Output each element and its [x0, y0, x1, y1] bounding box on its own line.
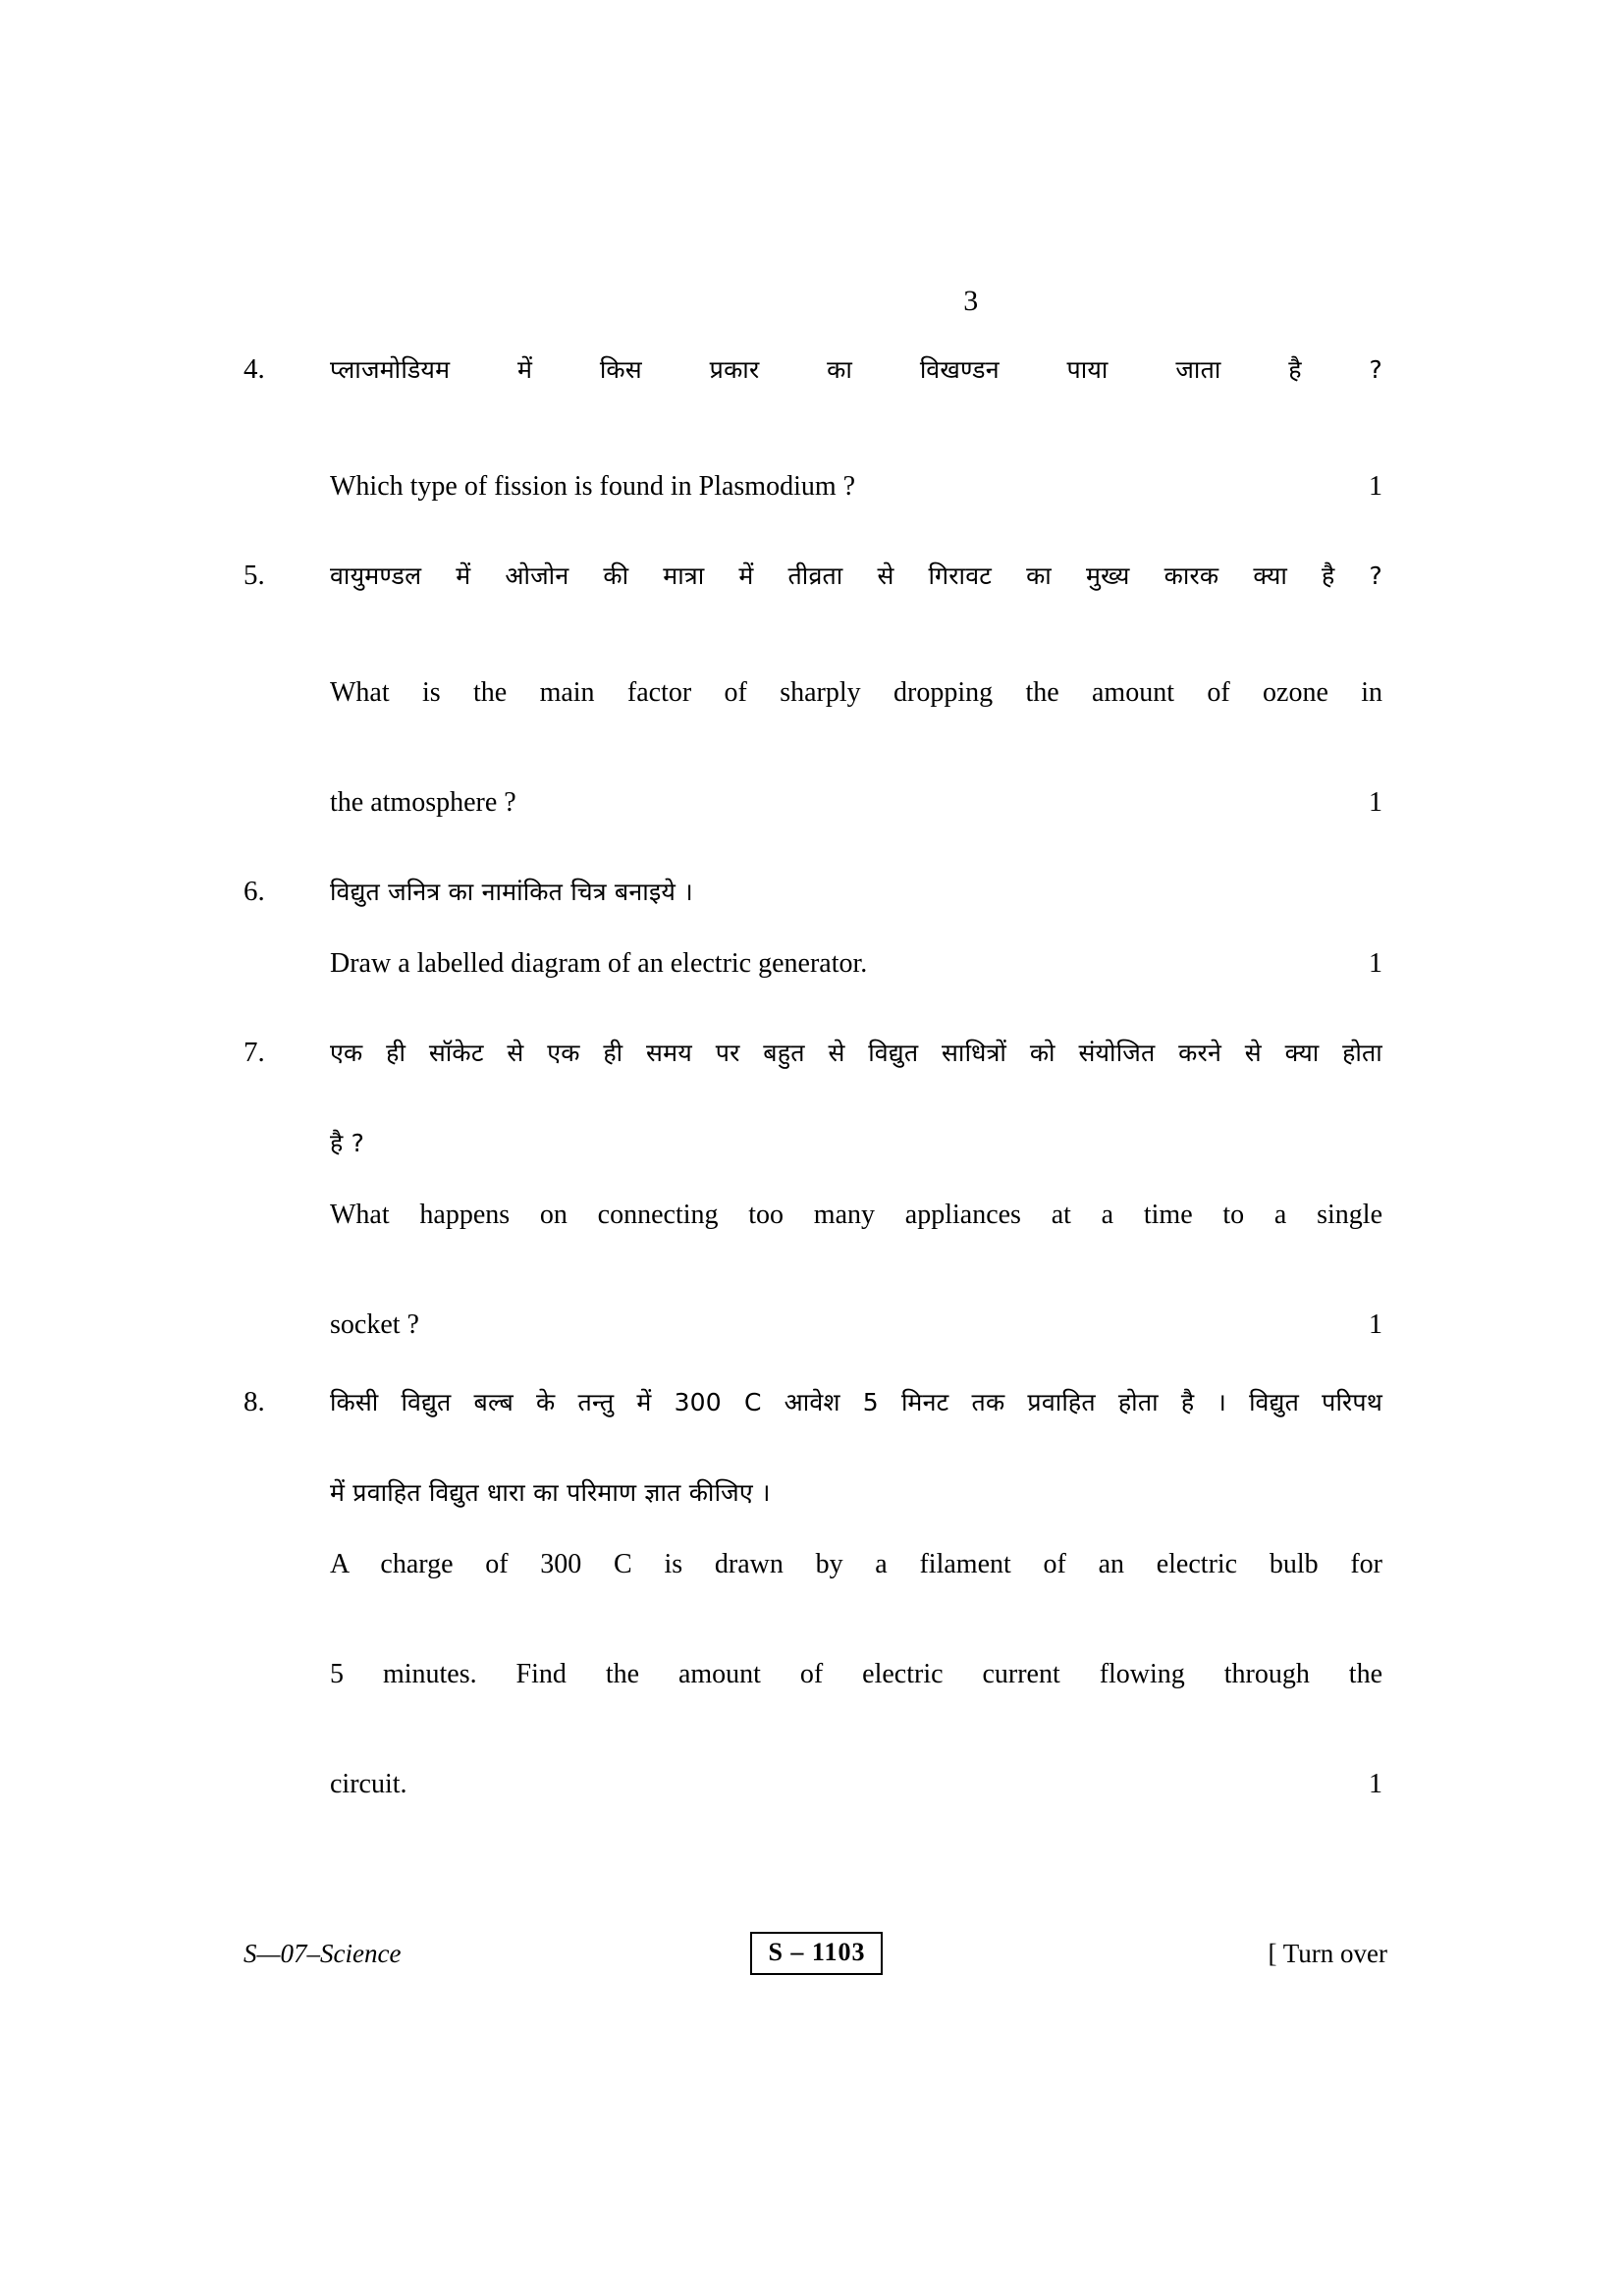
question-6-hindi-text: विद्युत जनित्र का नामांकित चित्र बनाइये । [330, 878, 693, 906]
question-7-hindi-line-2: है ? [330, 1129, 365, 1157]
question-item-4 [243, 347, 1382, 514]
question-7-english-line-2: socket ? [330, 1309, 419, 1340]
footer-subject-code: S—07–Science [243, 1938, 402, 1968]
question-5-english-line-2: the atmosphere ? [330, 787, 516, 818]
page-content [243, 285, 1382, 1812]
page-number: 3 [963, 285, 979, 317]
question-7-english-line-1: What happens on connecting too many appliances at a time to a single [330, 1200, 1382, 1230]
question-5-marks: 1 [1369, 787, 1382, 818]
page-footer [243, 1932, 1387, 1975]
question-8-marks: 1 [1369, 1769, 1382, 1799]
question-8-english-line-2: 5 minutes. Find the amount of electric current flowing through the [330, 1659, 1382, 1689]
question-8-english-line-1: A charge of 300 C is drawn by a filament of an electric bulb for [330, 1549, 1382, 1579]
question-4-english-text: Which type of fission is found in Plasmodium ? [330, 471, 856, 502]
question-5-hindi-text: वायुमण्डल में ओजोन की मात्रा में तीव्रता से गिरावट का मुख्य कारक क्या है ? [330, 561, 1382, 590]
question-4-marks: 1 [1369, 471, 1382, 502]
question-4-hindi-text: प्लाजमोडियम में किस प्रकार का विखण्डन पाया जाता है ? [330, 355, 1382, 384]
footer-paper-code-box: S – 1103 [750, 1932, 883, 1975]
spacer [243, 991, 1382, 1031]
question-8-hindi-line-1: किसी विद्युत बल्ब के तन्तु में 300 C आवेश 5 मिनट तक प्रवाहित होता है । विद्युत परिपथ [330, 1388, 1382, 1416]
question-number-7: 7. [243, 1037, 265, 1068]
question-item-7 [243, 1031, 1382, 1353]
footer-turn-over: [ Turn over [1268, 1938, 1387, 1968]
question-item-8 [243, 1380, 1382, 1812]
question-number-4: 4. [243, 353, 265, 385]
question-number-6: 6. [243, 876, 265, 907]
question-6-english-text: Draw a labelled diagram of an electric generator. [330, 948, 868, 979]
spacer [243, 830, 1382, 870]
question-8-hindi-line-2: में प्रवाहित विद्युत धारा का परिमाण ज्ञात कीजिए । [330, 1478, 771, 1507]
question-item-5 [243, 554, 1382, 830]
question-7-hindi-line-1: एक ही सॉकेट से एक ही समय पर बहुत से विद्युत साधित्रों को संयोजित करने से क्या होता [330, 1039, 1382, 1067]
question-7-marks: 1 [1369, 1309, 1382, 1340]
question-6-marks: 1 [1369, 948, 1382, 979]
question-number-8: 8. [243, 1386, 265, 1417]
spacer [243, 1353, 1382, 1380]
spacer [243, 514, 1382, 554]
question-8-english-line-3: circuit. [330, 1769, 407, 1799]
question-item-6 [243, 870, 1382, 991]
question-5-english-line-1: What is the main factor of sharply dropping the amount of ozone in [330, 677, 1382, 708]
question-number-5: 5. [243, 560, 265, 591]
